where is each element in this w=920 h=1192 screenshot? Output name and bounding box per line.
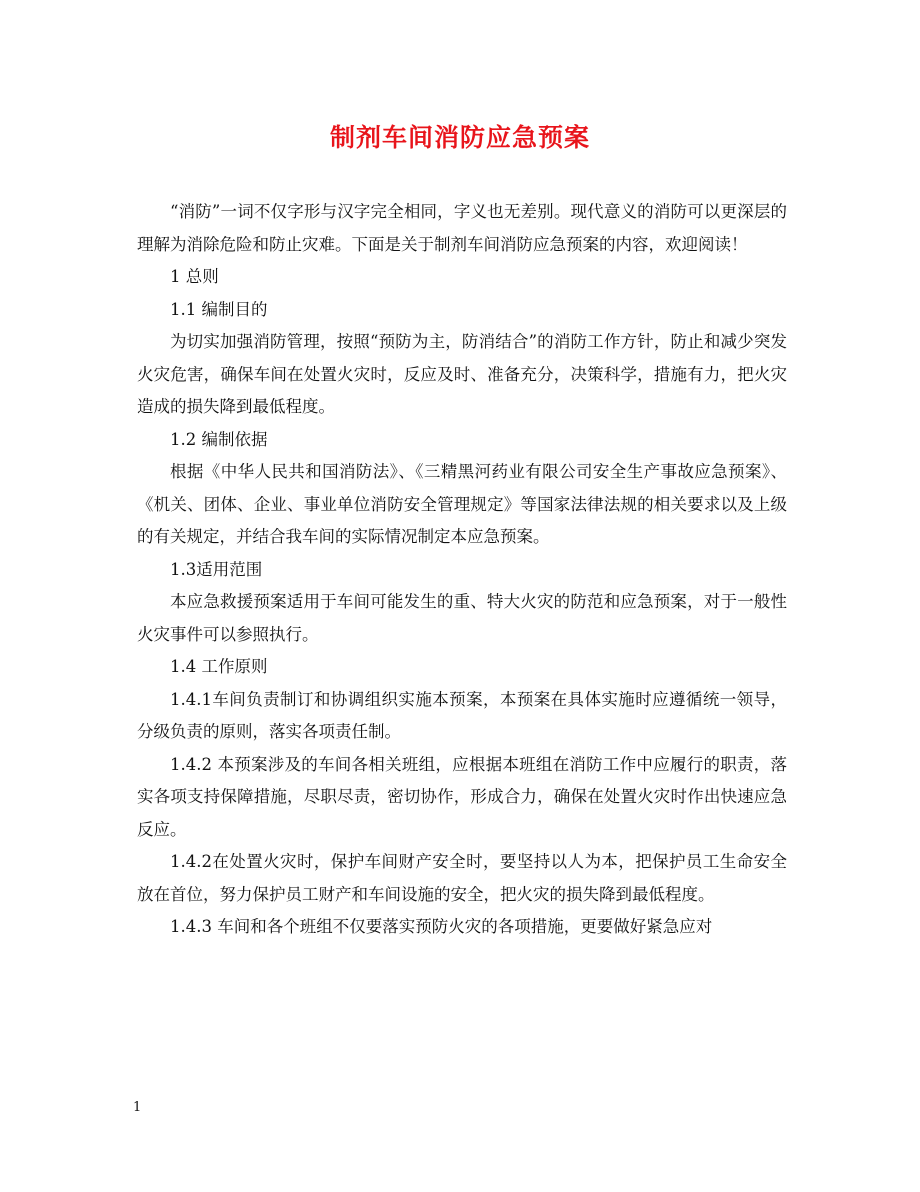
subsection-heading: 1.1 编制目的 [170, 299, 268, 319]
document-title: 制剂车间消防应急预案 [329, 123, 590, 152]
body-paragraph: 为切实加强消防管理，按照“预防为主，防消结合”的消防工作方针，防止和减少突发火灾危害，确保车间在处置火灾时，反应及时、准备充分，决策科学，措施有力，把火灾造成的损失降到最低程度。 [137, 332, 787, 416]
body-paragraph: 根据《中华人民共和国消防法》、《三精黑河药业有限公司安全生产事故应急预案》、《机关、团体、企业、事业单位消防安全管理规定》等国家法律法规的相关要求以及上级的有关规定，并结合我车间的实际情况制定本应急预案。 [137, 462, 787, 546]
page-number: 1 [133, 1100, 142, 1115]
body-paragraph: 1.4.1车间负责制订和协调组织实施本预案，本预案在具体实施时应遵循统一领导，分级负责的原则，落实各项责任制。 [137, 689, 787, 741]
intro-paragraph: “消防”一词不仅字形与汉字完全相同，字义也无差别。现代意义的消防可以更深层的理解为消除危险和防止灾难。下面是关于制剂车间消防应急预案的内容，欢迎阅读！ [137, 202, 787, 254]
body-paragraph: 1.4.3 车间和各个班组不仅要落实预防火灾的各项措施，更要做好紧急应对 [170, 917, 713, 936]
document-body [137, 196, 787, 944]
body-paragraph: 1.4.2 本预案涉及的车间各相关班组，应根据本班组在消防工作中应履行的职责，落实各项支持保障措施，尽职尽责，密切协作，形成合力，确保在处置火灾时作出快速应急反应。 [137, 754, 787, 839]
subsection-heading: 1.2 编制依据 [170, 429, 268, 449]
body-paragraph: 1.4.2在处置火灾时，保护车间财产安全时，要坚持以人为本，把保护员工生命安全放在首位，努力保护员工财产和车间设施的安全，把火灾的损失降到最低程度。 [137, 852, 787, 904]
subsection-heading: 1.3适用范围 [170, 559, 263, 579]
section-heading: 1 总则 [170, 267, 219, 286]
body-paragraph: 本应急救援预案适用于车间可能发生的重、特大火灾的防范和应急预案，对于一般性火灾事件可以参照执行。 [137, 592, 787, 644]
subsection-heading: 1.4 工作原则 [170, 657, 268, 676]
